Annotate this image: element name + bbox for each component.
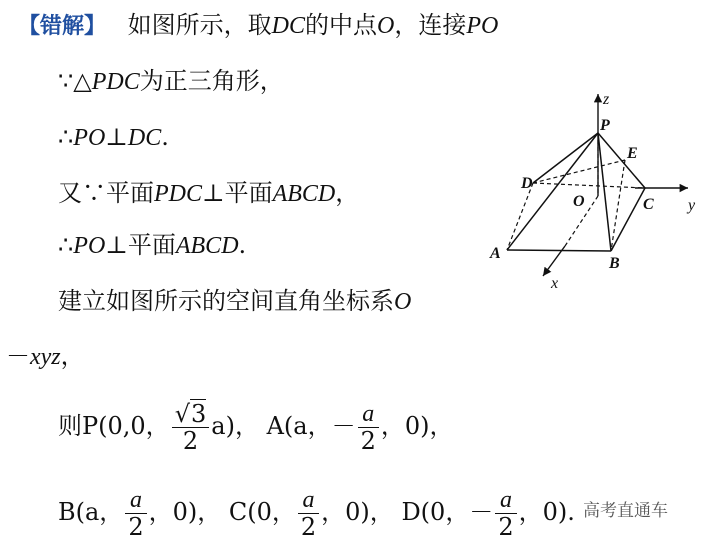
label-z: z [603, 91, 610, 108]
fraction: $\frac{a}{2}$ [298, 487, 319, 540]
line-1: 【错解】 如图所示，取DC的中点O，连接PO [18, 11, 499, 39]
edge-bc [611, 188, 645, 251]
fraction: $\frac{a}{2}$ [495, 487, 516, 540]
edge-da [507, 183, 533, 250]
line-6: 建立如图所示的空间直角坐标系O [58, 287, 412, 315]
coord-a: A(a，－ $\frac{a}{2}$ ，0)， [266, 401, 454, 455]
label-O: O [573, 193, 585, 210]
line-7: －xyz， [6, 342, 85, 370]
line-5: ∴PO⊥平面ABCD. [58, 231, 247, 259]
label-B: B [609, 255, 620, 272]
edge-dc [533, 183, 645, 188]
fraction: $\frac{a}{2}$ [125, 487, 146, 540]
label-E: E [627, 145, 638, 162]
label-A: A [490, 245, 501, 262]
coord-c: C(0， $\frac{a}{2}$ ，0)， [228, 487, 394, 541]
coords-line-1 [58, 400, 454, 454]
edge-pc [598, 133, 645, 188]
label-C: C [643, 196, 654, 213]
error-solution-tag: 【错解】 [18, 14, 107, 39]
line-4: 又∵平面PDC⊥平面ABCD， [58, 179, 360, 207]
edge-pb [598, 133, 611, 251]
coord-d: D(0，－ $\frac{a}{2}$ ，0). [401, 487, 575, 541]
label-x: x [551, 275, 559, 292]
fraction: $\frac{a}{2}$ [358, 401, 379, 454]
line-2: ∵△PDC为正三角形， [58, 67, 284, 95]
label-y: y [688, 197, 696, 214]
edge-ab [507, 250, 611, 251]
watermark: 高考直通车 [583, 501, 668, 521]
fraction: $\frac{√3}{2}$ [172, 401, 210, 454]
coord-p: 则P(0,0， $\frac{√3}{2}$ a)， [58, 400, 259, 455]
line-3: ∴PO⊥DC. [58, 123, 169, 151]
label-D: D [521, 175, 533, 192]
coord-b: B(a， $\frac{a}{2}$ ，0)， [58, 487, 222, 541]
label-P: P [600, 117, 610, 134]
coords-line-2 [58, 486, 575, 540]
pyramid-figure [485, 88, 705, 298]
